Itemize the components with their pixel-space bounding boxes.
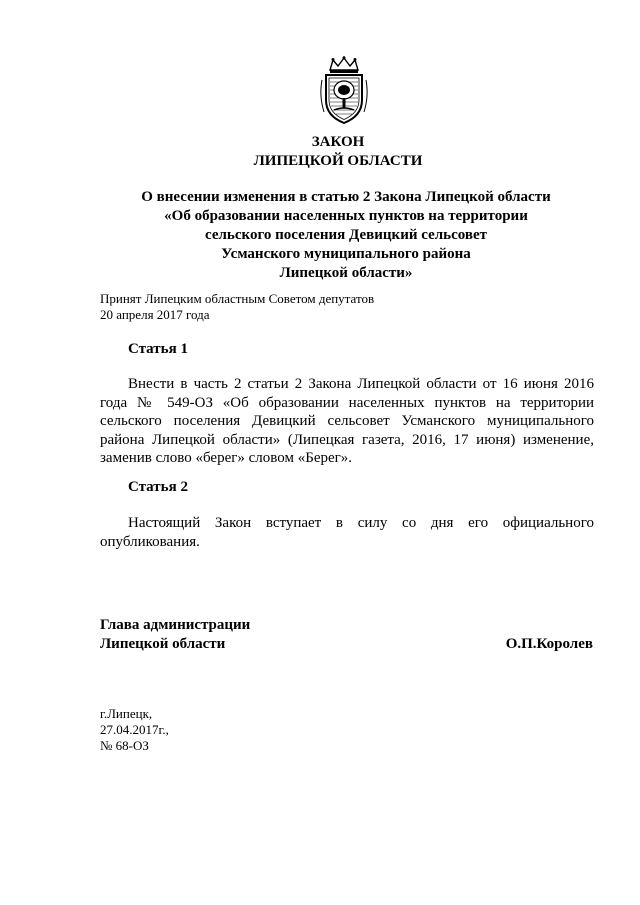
signatory-position-line: Глава администрации (100, 617, 251, 633)
document-footer (100, 706, 169, 754)
adoption-date: 20 апреля 2017 года (100, 307, 210, 322)
article-1-heading: Статья 1 (128, 341, 188, 357)
article-2-heading: Статья 2 (128, 479, 188, 495)
subject-line: Липецкой области» (279, 265, 413, 281)
signatory-position (100, 616, 250, 654)
subject-line: сельского поселения Девицкий сельсовет (205, 227, 487, 243)
signatory-position-line: Липецкой области (100, 636, 226, 652)
law-title: ЗАКОН (311, 134, 365, 150)
law-subject (100, 188, 592, 283)
signatory-name: О.П.Королев (505, 636, 593, 652)
subject-line: «Об образовании населенных пунктов на территории (164, 208, 528, 224)
footer-place: г.Липецк, (100, 706, 153, 721)
adoption-body: Принят Липецким областным Советом депутатов (100, 291, 375, 306)
footer-number: № 68-ОЗ (100, 738, 149, 753)
adoption-info (100, 291, 374, 323)
footer-date: 27.04.2017г., (100, 722, 169, 737)
law-region: ЛИПЕЦКОЙ ОБЛАСТИ (253, 153, 423, 169)
article-1-text: Внести в часть 2 статьи 2 Закона Липецкой области от 16 июня 2016 года № 549-ОЗ «Об образовании населенных пунктов на территории сельского поселения Девицкий сельсовет Усманского муниципального района Липецкой области» (Липецкая газета, 2016, 17 июня) изменение, заменив слово «берег» словом «Берег». (100, 376, 594, 466)
article-2-text: Настоящий Закон вступает в силу со дня его официального опубликования. (100, 515, 594, 550)
subject-line: Усманского муниципального района (221, 246, 471, 262)
subject-line: О внесении изменения в статью 2 Закона Липецкой области (141, 189, 551, 205)
coat-of-arms-icon (316, 56, 372, 126)
